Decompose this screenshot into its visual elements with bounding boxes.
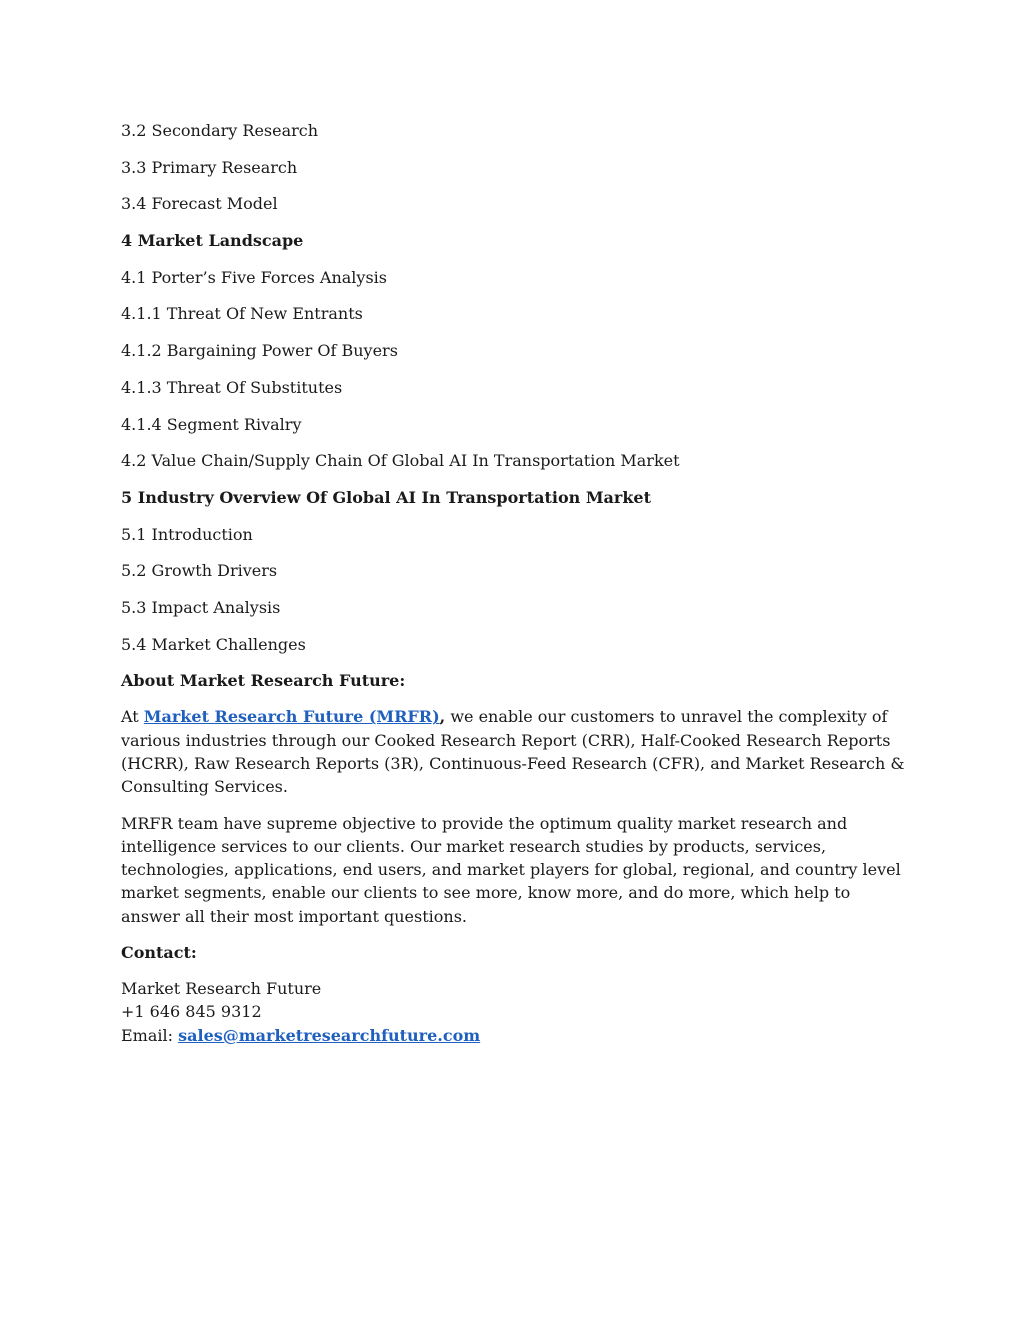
toc-section-heading: 5 Industry Overview Of Global AI In Transportation Market	[121, 487, 651, 507]
about-para1-rest: we enable our customers to unravel the complexity of various industries through our Cooked Research Report (CRR), Half-Cooked Research Reports (HCRR), Raw Research Reports (3R), Continuous-Feed Research (CFR), and Market Research & Consulting Services.	[121, 707, 905, 797]
toc-item: 4.1 Porter’s Five Forces Analysis	[121, 267, 387, 287]
toc-item: 3.3 Primary Research	[121, 157, 298, 177]
toc-item: 5.2 Growth Drivers	[121, 561, 278, 581]
toc-item: 5.3 Impact Analysis	[121, 597, 281, 617]
contact-block	[121, 977, 911, 1047]
about-heading: About Market Research Future:	[121, 671, 406, 691]
about-para1-prefix: At	[121, 707, 144, 727]
about-paragraph-2: MRFR team have supreme objective to provide the optimum quality market research and intelligence services to our clients. Our market research studies by products, services, technologies, applications, end users, and market players for global, regional, and country level market segments, enable our clients to see more, know more, and do more, which help to answer all their most important questions.	[121, 813, 901, 926]
toc-item: 4.1.2 Bargaining Power Of Buyers	[121, 341, 398, 361]
about-paragraph-1	[121, 705, 911, 798]
contact-phone: +1 646 845 9312	[121, 1002, 262, 1022]
toc-section-heading: 4 Market Landscape	[121, 231, 304, 251]
table-of-contents	[121, 119, 911, 657]
toc-item: 3.2 Secondary Research	[121, 121, 319, 140]
document-page	[121, 119, 911, 1047]
contact-email-label: Email:	[121, 1025, 179, 1045]
toc-item: 5.4 Market Challenges	[121, 634, 306, 654]
toc-item: 4.2 Value Chain/Supply Chain Of Global AI In Transportation Market	[121, 451, 680, 471]
contact-company: Market Research Future	[121, 978, 322, 998]
email-link[interactable]: sales@marketresearchfuture.com	[178, 1025, 481, 1045]
about-para1-comma: ,	[439, 707, 446, 727]
toc-item: 3.4 Forecast Model	[121, 194, 278, 214]
toc-item: 4.1.3 Threat Of Substitutes	[121, 377, 343, 397]
contact-heading: Contact:	[121, 942, 197, 962]
contact-email-line	[121, 1024, 911, 1047]
toc-item: 5.1 Introduction	[121, 524, 253, 544]
toc-item: 4.1.4 Segment Rivalry	[121, 414, 302, 434]
mrfr-link[interactable]: Market Research Future (MRFR)	[143, 707, 440, 727]
toc-item: 4.1.1 Threat Of New Entrants	[121, 304, 363, 324]
